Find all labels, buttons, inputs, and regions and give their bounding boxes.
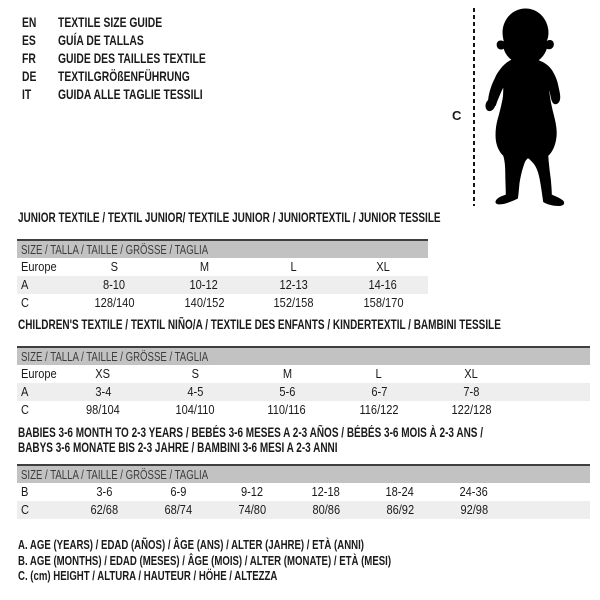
babies-size-table bbox=[17, 464, 590, 519]
size-cell: S bbox=[191, 366, 199, 381]
size-cell: 4-5 bbox=[187, 384, 203, 399]
size-header-label: SIZE / TALLA / TAILLE / GRÖSSE / TAGLIA bbox=[21, 242, 209, 257]
size-cell: 12-13 bbox=[279, 277, 308, 292]
language-label: TEXTILE SIZE GUIDE bbox=[58, 14, 163, 30]
size-cell: 158/170 bbox=[363, 295, 403, 310]
row-label: C bbox=[21, 402, 29, 417]
row-label: C bbox=[21, 502, 29, 517]
language-row bbox=[22, 67, 258, 85]
table-row bbox=[17, 383, 590, 401]
size-cell: 6-7 bbox=[371, 384, 387, 399]
table-row bbox=[17, 276, 428, 294]
language-code: EN bbox=[22, 14, 37, 30]
size-cell: 98/104 bbox=[86, 402, 120, 417]
table-row bbox=[17, 365, 590, 383]
size-cell: L bbox=[375, 366, 383, 381]
language-code: IT bbox=[22, 86, 32, 102]
language-code: ES bbox=[22, 32, 36, 48]
table-row bbox=[17, 501, 590, 519]
size-cell: 116/122 bbox=[359, 402, 399, 417]
language-legend bbox=[22, 13, 258, 103]
size-cell: M bbox=[199, 259, 209, 274]
table-row bbox=[17, 294, 428, 312]
language-label: GUIDA ALLE TAGLIE TESSILI bbox=[58, 86, 203, 102]
junior-size-table bbox=[17, 239, 428, 312]
row-label: Europe bbox=[21, 259, 57, 274]
babies-section-title: BABIES 3-6 MONTH TO 2-3 YEARS / BEBÉS 3-6 MESES A 2-3 AÑOS / BÉBÉS 3-6 MOIS À 2-3 ANS / BABYS 3-6 MONATE BIS 2-3 JAHRE / BAMBINI 3-6 MESI A 2-3 ANNI bbox=[18, 425, 484, 455]
height-measure-label: C bbox=[452, 108, 462, 123]
spacer-cell bbox=[517, 365, 590, 383]
language-label: GUÍA DE TALLAS bbox=[58, 32, 144, 48]
size-cell: 6-9 bbox=[170, 484, 186, 499]
size-cell: L bbox=[290, 259, 297, 274]
children-section-title: CHILDREN'S TEXTILE / TEXTIL NIÑO/A / TEXTILE DES ENFANTS / KINDERTEXTIL / BAMBINI TESSILE bbox=[18, 317, 501, 332]
size-cell: 62/68 bbox=[90, 502, 118, 517]
row-label: C bbox=[21, 295, 29, 310]
footnote-c: C. (cm) HEIGHT / ALTURA / HAUTEUR / HÖHE / ALTEZZA bbox=[18, 568, 278, 583]
size-cell: 110/116 bbox=[267, 402, 307, 417]
size-header-label: SIZE / TALLA / TAILLE / GRÖSSE / TAGLIA bbox=[21, 467, 209, 482]
row-label: A bbox=[21, 277, 29, 292]
size-cell: 9-12 bbox=[240, 484, 264, 499]
size-cell: 3-6 bbox=[96, 484, 112, 499]
size-cell: 12-18 bbox=[311, 484, 341, 499]
baby-silhouette-icon bbox=[482, 6, 568, 210]
footnotes bbox=[18, 537, 522, 584]
language-row bbox=[22, 13, 258, 31]
height-measure-dashed-line bbox=[473, 8, 475, 206]
size-cell: 7-8 bbox=[463, 384, 479, 399]
language-row bbox=[22, 49, 258, 67]
size-cell: 92/98 bbox=[460, 502, 488, 517]
size-cell: 140/152 bbox=[184, 295, 224, 310]
spacer-cell bbox=[517, 401, 590, 419]
size-cell: 5-6 bbox=[279, 384, 295, 399]
spacer-cell bbox=[511, 483, 590, 501]
size-cell: 80/86 bbox=[312, 502, 340, 517]
table-row bbox=[17, 401, 590, 419]
size-cell: XL bbox=[464, 366, 478, 381]
size-cell: 3-4 bbox=[95, 384, 111, 399]
size-cell: XL bbox=[376, 259, 390, 274]
size-cell: 10-12 bbox=[189, 277, 219, 292]
table-row bbox=[17, 483, 590, 501]
footnote-b: B. AGE (MONTHS) / EDAD (MESES) / ÂGE (MOIS) / ALTER (MONATE) / ETÀ (MESI) bbox=[18, 552, 392, 568]
size-cell: 18-24 bbox=[385, 484, 415, 499]
language-code: DE bbox=[22, 68, 37, 84]
row-label: B bbox=[21, 484, 29, 499]
size-cell: 122/128 bbox=[451, 402, 491, 417]
footnote-a: A. AGE (YEARS) / EDAD (AÑOS) / ÂGE (ANS) / ALTER (JAHRE) / ETÀ (ANNI) bbox=[18, 537, 364, 552]
size-cell: 24-36 bbox=[459, 484, 489, 499]
size-header-label: SIZE / TALLA / TAILLE / GRÖSSE / TAGLIA bbox=[21, 349, 209, 364]
size-cell: 86/92 bbox=[386, 502, 414, 517]
language-row bbox=[22, 85, 258, 103]
language-label: GUIDE DES TAILLES TEXTILE bbox=[58, 50, 206, 66]
junior-section-title: JUNIOR TEXTILE / TEXTIL JUNIOR/ TEXTILE JUNIOR / JUNIORTEXTIL / JUNIOR TESSILE bbox=[18, 210, 441, 225]
language-row bbox=[22, 31, 258, 49]
spacer-cell bbox=[517, 383, 590, 401]
size-cell: 128/140 bbox=[94, 295, 135, 310]
children-size-table bbox=[17, 346, 590, 419]
size-cell: 74/80 bbox=[238, 502, 266, 517]
size-cell: 68/74 bbox=[164, 502, 192, 517]
size-header-bar bbox=[17, 347, 590, 365]
size-header-bar bbox=[17, 465, 590, 483]
size-cell: 14-16 bbox=[368, 277, 398, 292]
language-code: FR bbox=[22, 50, 36, 66]
size-cell: 104/110 bbox=[175, 402, 215, 417]
size-header-bar bbox=[17, 240, 428, 258]
size-cell: 8-10 bbox=[103, 277, 126, 292]
language-label: TEXTILGRÖßENFÜHRUNG bbox=[58, 68, 190, 84]
size-cell: 152/158 bbox=[273, 295, 314, 310]
size-cell: S bbox=[110, 259, 119, 274]
row-label: Europe bbox=[21, 366, 57, 381]
size-cell: M bbox=[282, 366, 292, 381]
size-cell: XS bbox=[95, 366, 111, 381]
spacer-cell bbox=[511, 501, 590, 519]
table-row bbox=[17, 258, 428, 276]
row-label: A bbox=[21, 384, 29, 399]
